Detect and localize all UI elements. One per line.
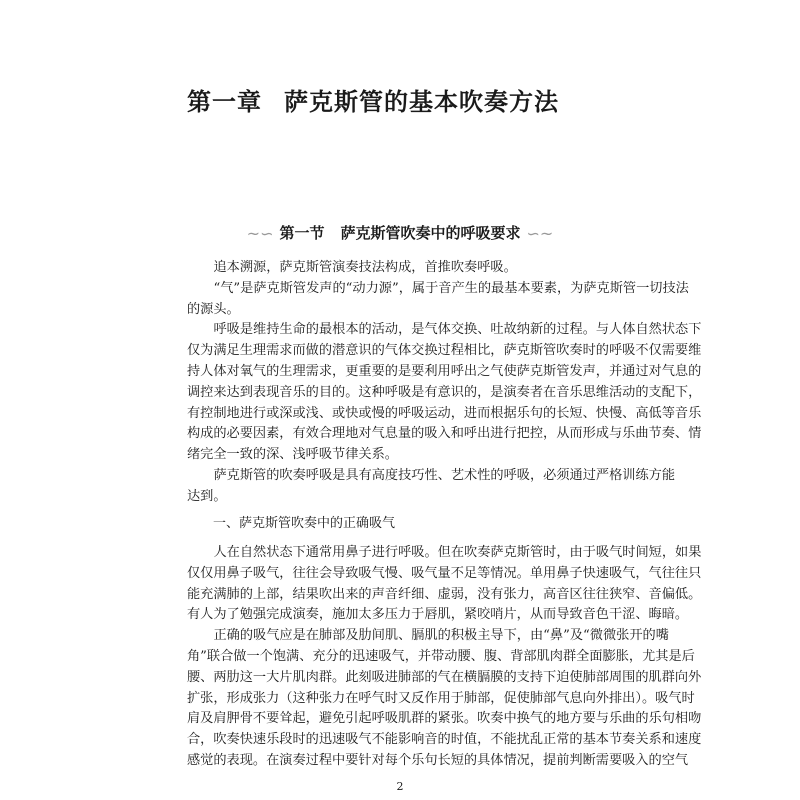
text-line: 人在自然状态下通常用鼻子进行呼吸。但在吹奏萨克斯管时，由于吸气时间短，如果 bbox=[213, 545, 702, 560]
subheading: 一、萨克斯管吹奏中的正确吸气 bbox=[213, 516, 396, 531]
text-line: 腰、两肋这一大片肌肉群。此刻吸进肺部的气在横膈膜的支持下迫使肺部周围的肌群向外 bbox=[187, 669, 702, 685]
text-line: 的源头。 bbox=[187, 301, 240, 317]
section-number: 第一节 bbox=[279, 224, 325, 242]
text-line: 感觉的表现。在演奏过程中要针对每个乐句长短的具体情况，提前判断需要吸入的空气 bbox=[187, 752, 689, 768]
text-line: 仅为满足生理需求而做的潜意识的气体交换过程相比，萨克斯管吹奏时的呼吸不仅需要维 bbox=[187, 343, 702, 359]
ornament-right-icon: ∽~ bbox=[526, 224, 554, 243]
section-title: 萨克斯管吹奏中的呼吸要求 bbox=[340, 224, 521, 242]
section-heading bbox=[0, 222, 800, 243]
chapter-number: 第一章 bbox=[187, 87, 262, 116]
text-line: 肩及肩胛骨不要耸起，避免引起呼吸肌群的紧张。吹奏中换气的地方要与乐曲的乐句相吻 bbox=[187, 711, 702, 727]
page-number: 2 bbox=[396, 780, 404, 793]
text-line: 持人体对氧气的生理需求，更重要的是要利用呼出之气使萨克斯管发声，并通过对气息的 bbox=[187, 363, 702, 379]
text-line: 调控来达到表现音乐的目的。这种呼吸是有意识的，是演奏者在音乐思维活动的支配下， bbox=[187, 384, 702, 400]
intro-text bbox=[187, 258, 702, 508]
text-line: 能充满肺的上部，结果吹出来的声音纤细、虚弱，没有张力，高音区往往狭窄、音偏低。 bbox=[187, 586, 702, 602]
text-line: “气”是萨克斯管发声的“动力源”，属于音产生的最基本要素，为萨克斯管一切技法 bbox=[213, 280, 689, 296]
text-line: 有控制地进行或深或浅、或快或慢的呼吸运动，进而根据乐句的长短、快慢、高低等音乐 bbox=[187, 405, 702, 421]
body-text bbox=[187, 543, 702, 772]
text-line: 呼吸是维持生命的最根本的活动，是气体交换、吐故纳新的过程。与人体自然状态下 bbox=[213, 322, 702, 338]
text-line: 角”联合做一个饱满、充分的迅速吸气，并带动腰、腹、背部肌肉群全面膨胀，尤其是后 bbox=[187, 648, 695, 664]
text-line: 达到。 bbox=[187, 488, 227, 504]
text-line: 构成的必要因素，有效合理地对气息量的吸入和呼出进行把控，从而形成与乐曲节奏、情 bbox=[187, 426, 702, 442]
text-line: 萨克斯管的吹奏呼吸是具有高度技巧性、艺术性的呼吸，必须通过严格训练方能 bbox=[213, 467, 676, 483]
text-line: 仅仅用鼻子吸气，往往会导致吸气慢、吸气量不足等情况。单用鼻子快速吸气，气往往只 bbox=[187, 565, 702, 581]
ornament-left-icon: ~∽ bbox=[246, 224, 274, 243]
chapter-name: 萨克斯管的基本吹奏方法 bbox=[284, 87, 559, 116]
text-line: 正确的吸气应是在肺部及肋间肌、膈肌的积极主导下，由“鼻”及“微微张开的嘴 bbox=[213, 628, 669, 644]
text-line: 有人为了勉强完成演奏，施加太多压力于唇肌，紧咬哨片，从而导致音色干涩、晦暗。 bbox=[187, 607, 689, 623]
text-line: 绪完全一致的深、浅呼吸节律关系。 bbox=[187, 447, 398, 463]
text-line: 追本溯源，萨克斯管演奏技法构成，首推吹奏呼吸。 bbox=[213, 260, 517, 275]
text-line: 合，吹奏快速乐段时的迅速吸气不能影响音的时值，不能扰乱正常的基本节奏关系和速度 bbox=[187, 732, 702, 748]
text-line: 扩张，形成张力（这种张力在呼气时又反作用于肺部，促使肺部气息向外排出）。吸气时 bbox=[187, 690, 695, 706]
chapter-title bbox=[187, 82, 559, 117]
